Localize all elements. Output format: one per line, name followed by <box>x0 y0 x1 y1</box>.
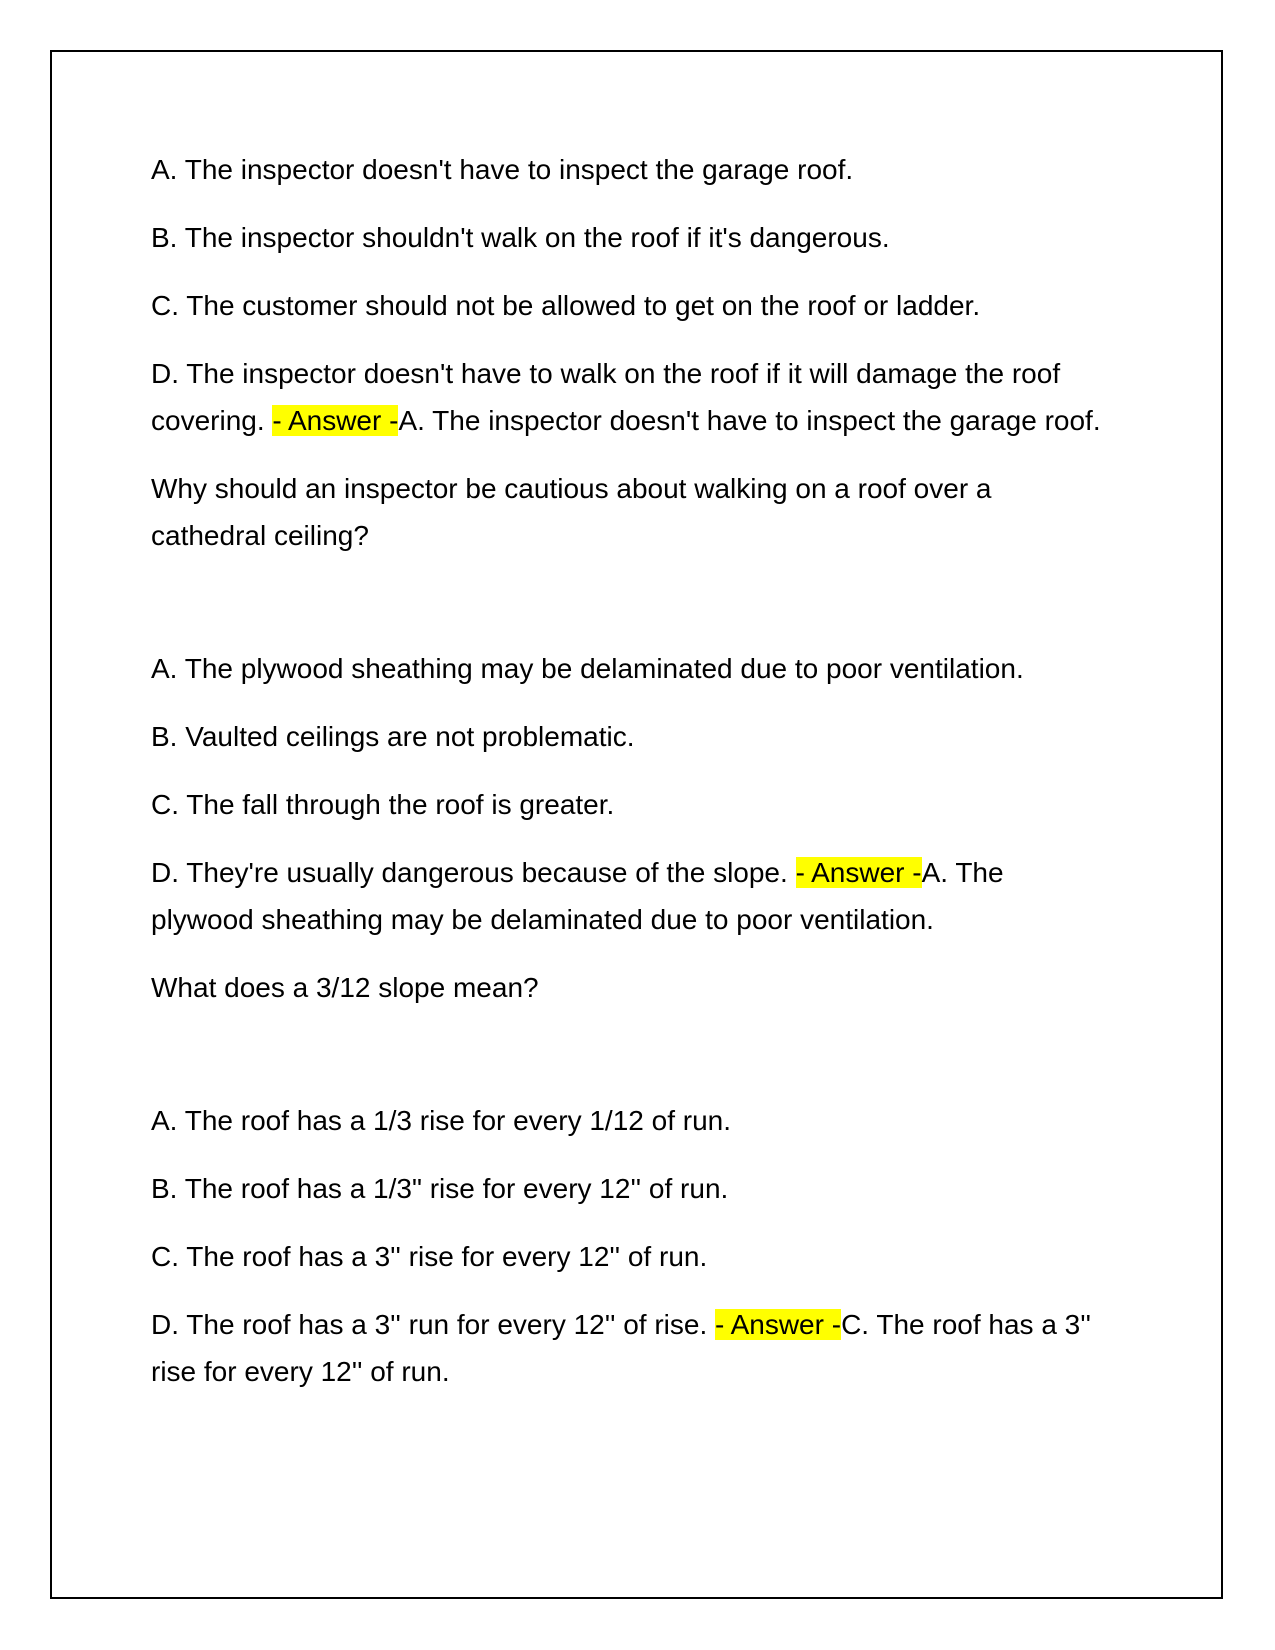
block2-option-a: A. The plywood sheathing may be delaminated due to poor ventilation. <box>151 653 1024 684</box>
block1-option-c: C. The customer should not be allowed to get on the roof or ladder. <box>151 290 981 321</box>
block2-option-d-with-answer <box>151 849 1111 943</box>
block2-option-c: C. The fall through the roof is greater. <box>151 789 615 820</box>
block3-answer-text: C. The roof has a 3'' rise for every 12'' of run. <box>151 1309 1091 1387</box>
document-body <box>151 146 1111 1416</box>
block1-option-d-with-answer <box>151 350 1111 444</box>
block1-answer-label: - Answer - <box>272 405 399 436</box>
block2-answer-text: A. The plywood sheathing may be delaminated due to poor ventilation. <box>151 857 1004 935</box>
block2-option-d: D. They're usually dangerous because of the slope. <box>151 857 796 888</box>
block1-option-d: D. The inspector doesn't have to walk on the roof if it will damage the roof covering. <box>151 358 1061 436</box>
block2-question: Why should an inspector be cautious about walking on a roof over a cathedral ceiling? <box>151 473 992 551</box>
block1-option-a: A. The inspector doesn't have to inspect the garage roof. <box>151 154 854 185</box>
block1-option-b: B. The inspector shouldn't walk on the roof if it's dangerous. <box>151 222 890 253</box>
block3-option-b: B. The roof has a 1/3" rise for every 12'' of run. <box>151 1173 729 1204</box>
block2-answer-label: - Answer - <box>795 857 922 888</box>
block3-question: What does a 3/12 slope mean? <box>151 972 539 1003</box>
block3-option-a: A. The roof has a 1/3 rise for every 1/12 of run. <box>151 1105 732 1136</box>
block3-option-c: C. The roof has a 3'' rise for every 12'' of run. <box>151 1241 708 1272</box>
block3-answer-label: - Answer - <box>715 1309 842 1340</box>
block2-option-b: B. Vaulted ceilings are not problematic. <box>151 721 635 752</box>
block1-answer-text: A. The inspector doesn't have to inspect the garage roof. <box>398 405 1101 436</box>
block3-option-d: D. The roof has a 3'' run for every 12'' of rise. <box>151 1309 716 1340</box>
block3-option-d-with-answer <box>151 1301 1111 1395</box>
